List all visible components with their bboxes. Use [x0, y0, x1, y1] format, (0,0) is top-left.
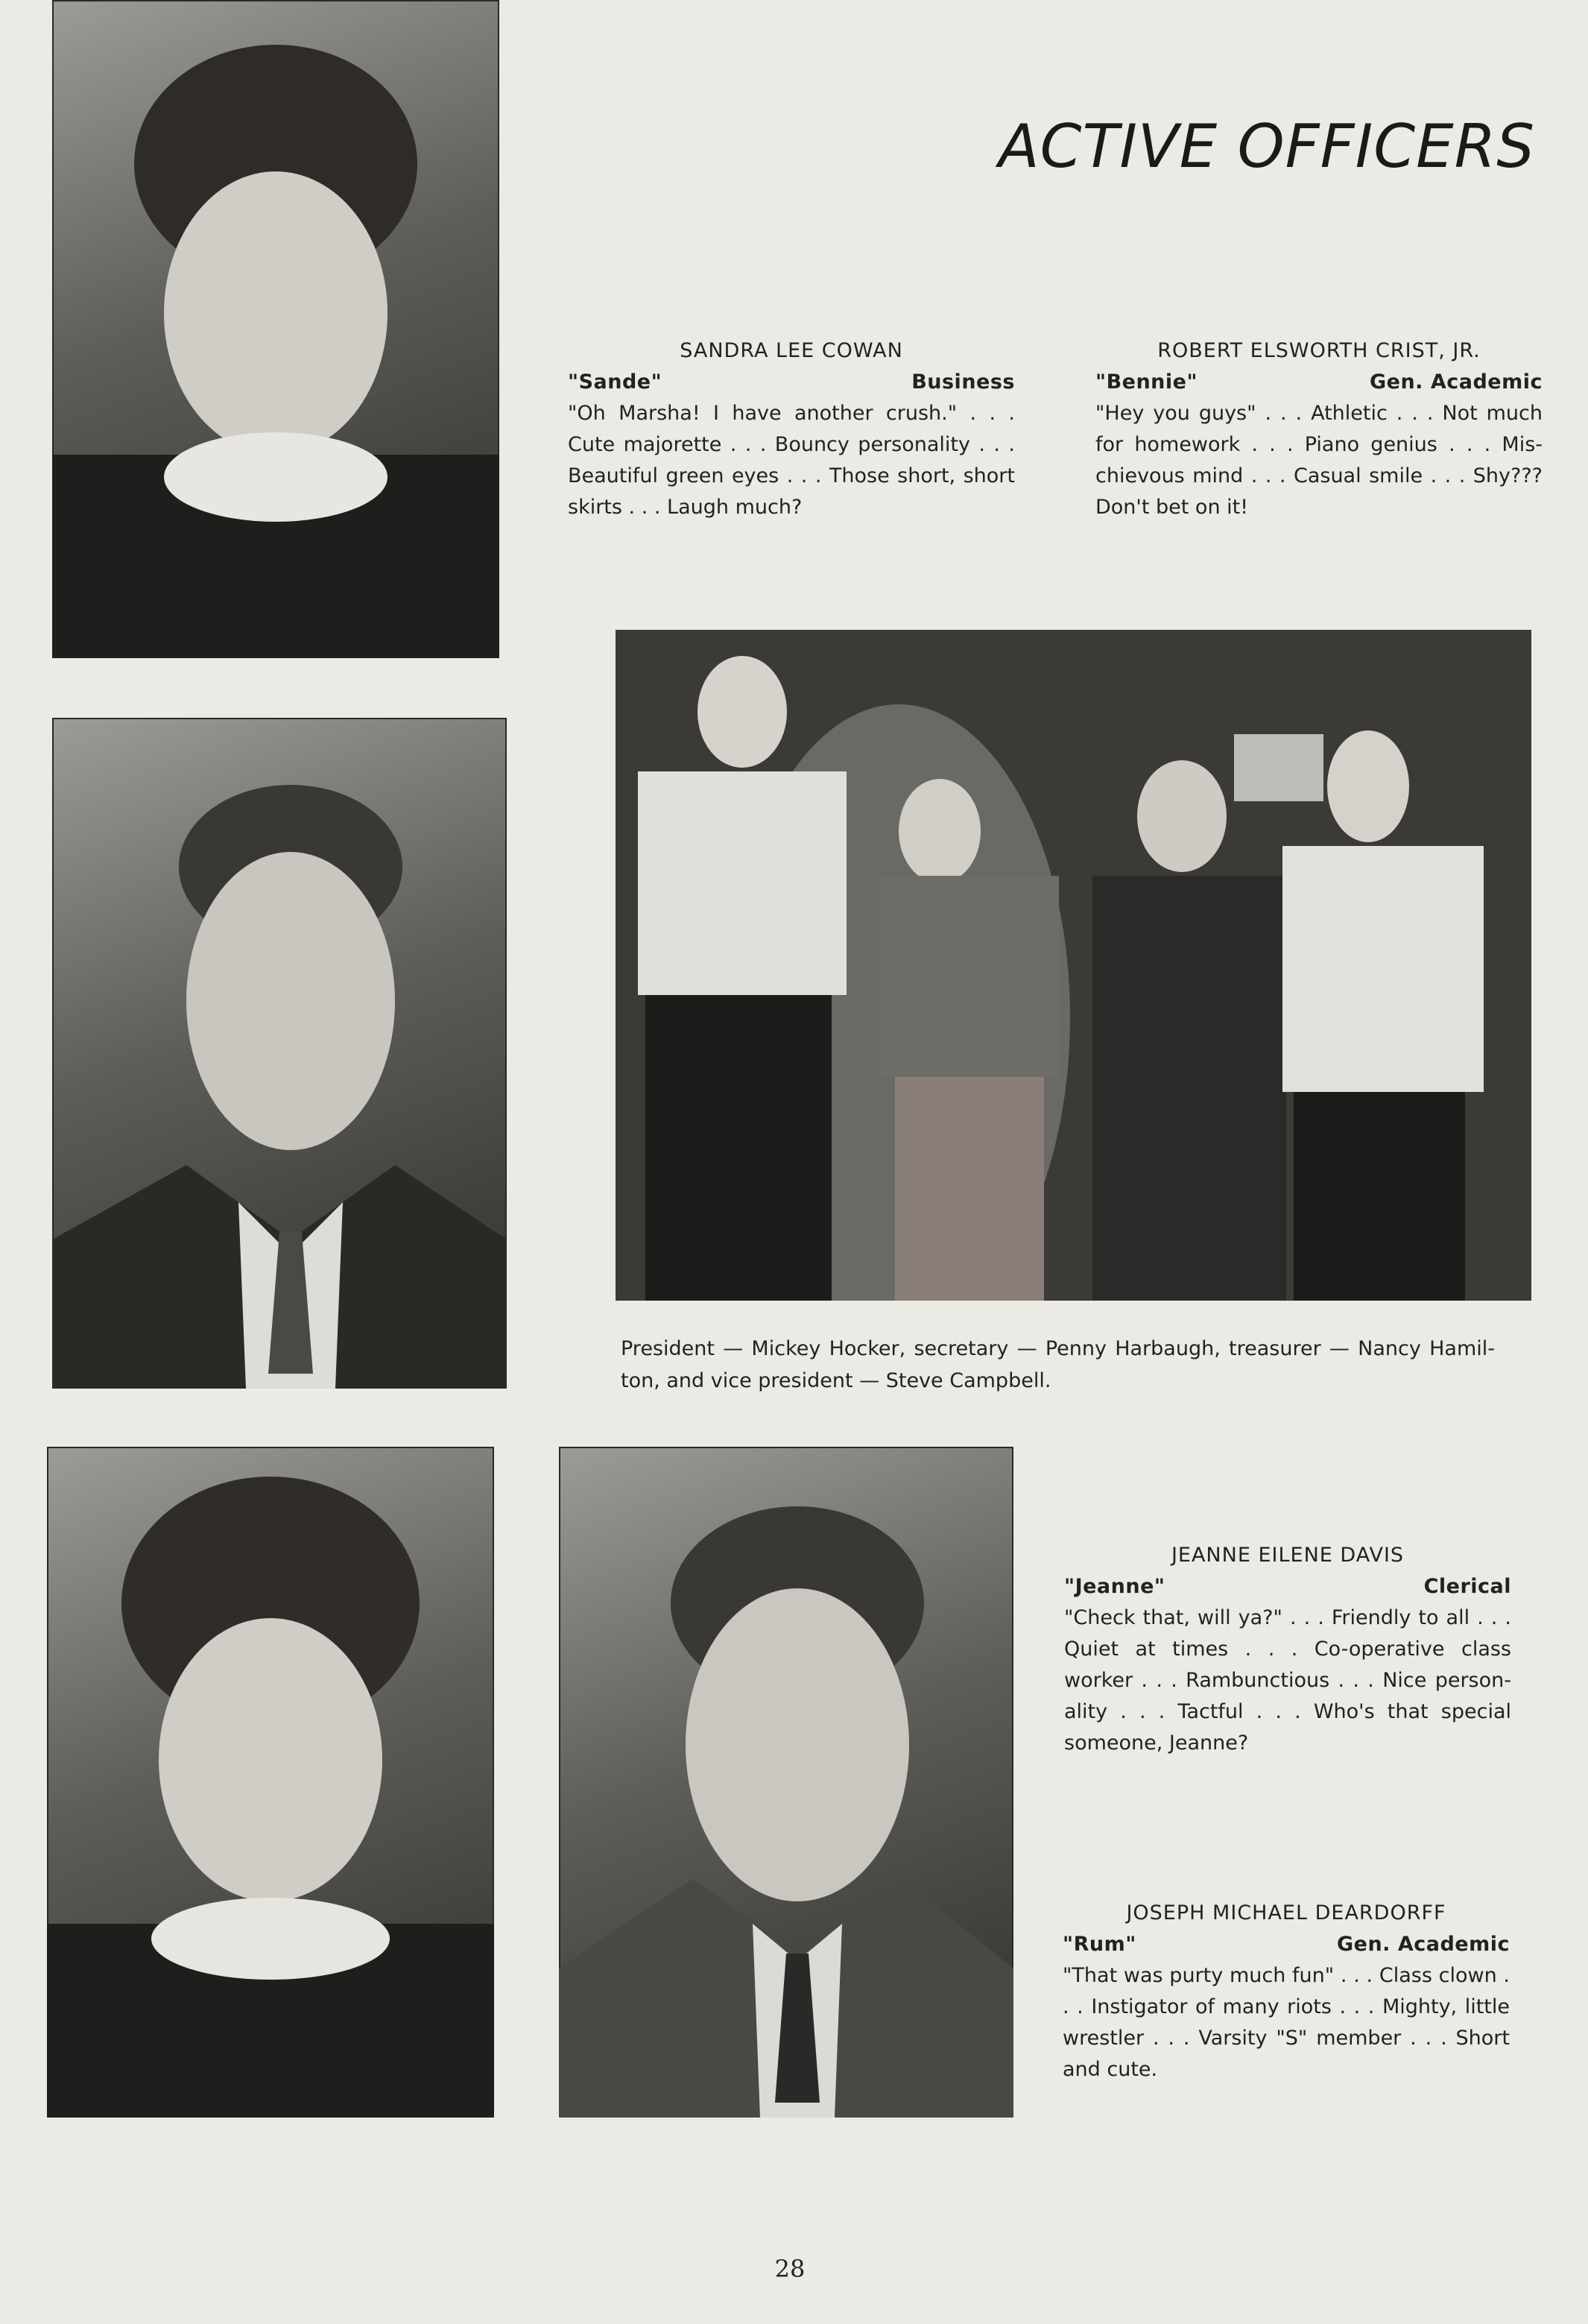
- group-photo-caption: President — Mickey Hocker, secretary — Penny Harbaugh, treasurer — Nancy Hamil-ton, and vice president — Steve Campbell.: [621, 1337, 1495, 1392]
- officer-name: SANDRA LEE COWAN: [680, 339, 903, 362]
- page-number: 28: [774, 2255, 806, 2283]
- page-title: ACTIVE OFFICERS: [998, 112, 1535, 181]
- officer-nickname: "Rum": [1063, 1933, 1136, 1956]
- officer-description: "Oh Marsha! I have another crush." . . . Cute majorette . . . Bouncy personality . . . Beautiful green eyes . . . Those short, short skirts . . . Laugh much?: [568, 402, 1015, 519]
- portrait-jeanne-davis: [47, 1447, 494, 2118]
- officer-description: "Hey you guys" . . . Athletic . . . Not much for homework . . . Piano genius . . . Mis-chievous mind . . . Casual smile . . . Shy??? Don't bet on it!: [1095, 402, 1543, 519]
- bio-joseph-deardorff: [1063, 1898, 1510, 2085]
- officer-name: JOSEPH MICHAEL DEARDORFF: [1126, 1901, 1446, 1924]
- officer-name: ROBERT ELSWORTH CRIST, JR.: [1157, 339, 1481, 362]
- group-photo-officers: [616, 630, 1531, 1301]
- bio-jeanne-davis: [1064, 1540, 1511, 1759]
- officer-course: Clerical: [1423, 1575, 1511, 1598]
- portrait-robert-crist: [52, 718, 507, 1389]
- officer-nickname: "Sande": [568, 370, 662, 394]
- bio-sandra-cowan: [568, 335, 1015, 523]
- portrait-sandra-cowan: [52, 0, 499, 658]
- officer-course: Business: [911, 370, 1015, 394]
- officer-course: Gen. Academic: [1336, 1933, 1510, 1956]
- officer-nickname: "Jeanne": [1064, 1575, 1165, 1598]
- officer-description: "That was purty much fun" . . . Class clown . . . Instigator of many riots . . . Mighty, little wrestler . . . Varsity "S" member . . . Short and cute.: [1063, 1964, 1510, 2081]
- officer-description: "Check that, will ya?" . . . Friendly to all . . . Quiet at times . . . Co-operative class worker . . . Rambunctious . . . Nice person-ality . . . Tactful . . . Who's that special someone, Jeanne?: [1064, 1606, 1511, 1755]
- officer-nickname: "Bennie": [1095, 370, 1198, 394]
- bio-robert-crist: [1095, 335, 1543, 523]
- officer-course: Gen. Academic: [1369, 370, 1543, 394]
- portrait-joseph-deardorff: [559, 1447, 1013, 2118]
- officer-name: JEANNE EILENE DAVIS: [1171, 1544, 1405, 1567]
